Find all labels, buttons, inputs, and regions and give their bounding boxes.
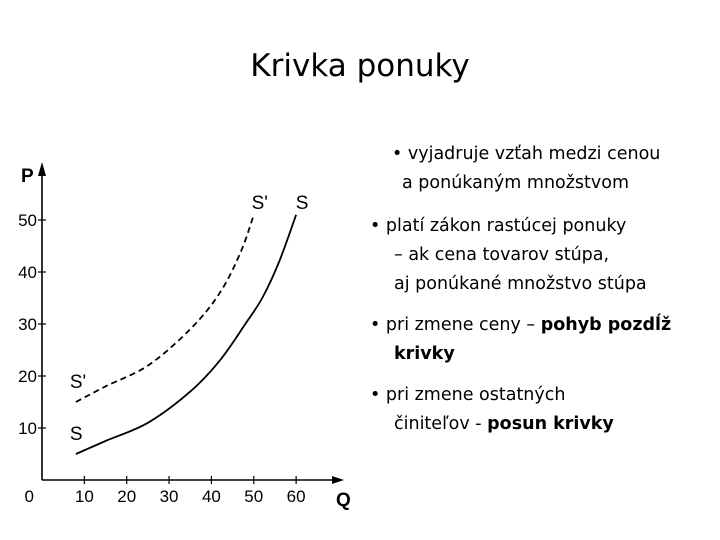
bullet-definition [370,140,715,198]
bullet-text: aj ponúkané množstvo stúpa [394,274,647,294]
chart-ticks [18,211,306,506]
supply-curve [76,215,296,454]
bullet-emphasis: posun krivky [487,414,614,434]
y-tick-label: 10 [18,419,37,438]
bullet-text: • pri zmene ceny – [370,315,541,335]
bullet-list [370,140,715,451]
shifted-supply-curve [76,215,254,402]
y-tick-label: 30 [18,315,37,334]
slide-title: Krivka ponuky [250,48,470,84]
x-tick-label: 10 [74,487,94,506]
supply-end-label: S [295,192,309,214]
x-axis-label: Q [336,490,351,511]
bullet-other-factors [370,381,715,439]
bullet-law [370,212,715,299]
bullet-text: činiteľov - [394,414,488,434]
supply-start-label: S [69,424,83,445]
bullet-text: a ponúkaným množstvom [402,173,630,193]
bullet-emphasis: pohyb pozdĺž [540,315,672,335]
y-tick-label: 50 [18,211,37,230]
chart-labels [21,166,351,511]
bullet-text: • platí zákon rastúcej ponuky [370,216,627,236]
origin-label: 0 [24,487,34,506]
y-tick-label: 40 [18,263,37,282]
supply-curve-chart [0,150,365,530]
bullet-price-change [370,311,715,369]
bullet-emphasis: krivky [394,344,455,364]
x-tick-label: 30 [159,487,179,506]
x-tick-label: 60 [286,487,306,506]
shifted-supply-start-label: S' [69,372,87,393]
x-axis-arrow [332,476,344,484]
bullet-text: • pri zmene ostatných [370,385,566,405]
y-axis-label: P [21,166,34,187]
y-axis-arrow [38,162,46,176]
bullet-text: – ak cena tovarov stúpa, [394,245,610,265]
x-tick-label: 40 [201,487,221,506]
shifted-supply-end-label: S' [251,192,268,214]
bullet-text: • vyjadruje vzťah medzi cenou [392,144,661,164]
chart-series [76,215,296,454]
x-tick-label: 20 [117,487,137,506]
x-tick-label: 50 [244,487,264,506]
y-tick-label: 20 [18,367,37,386]
